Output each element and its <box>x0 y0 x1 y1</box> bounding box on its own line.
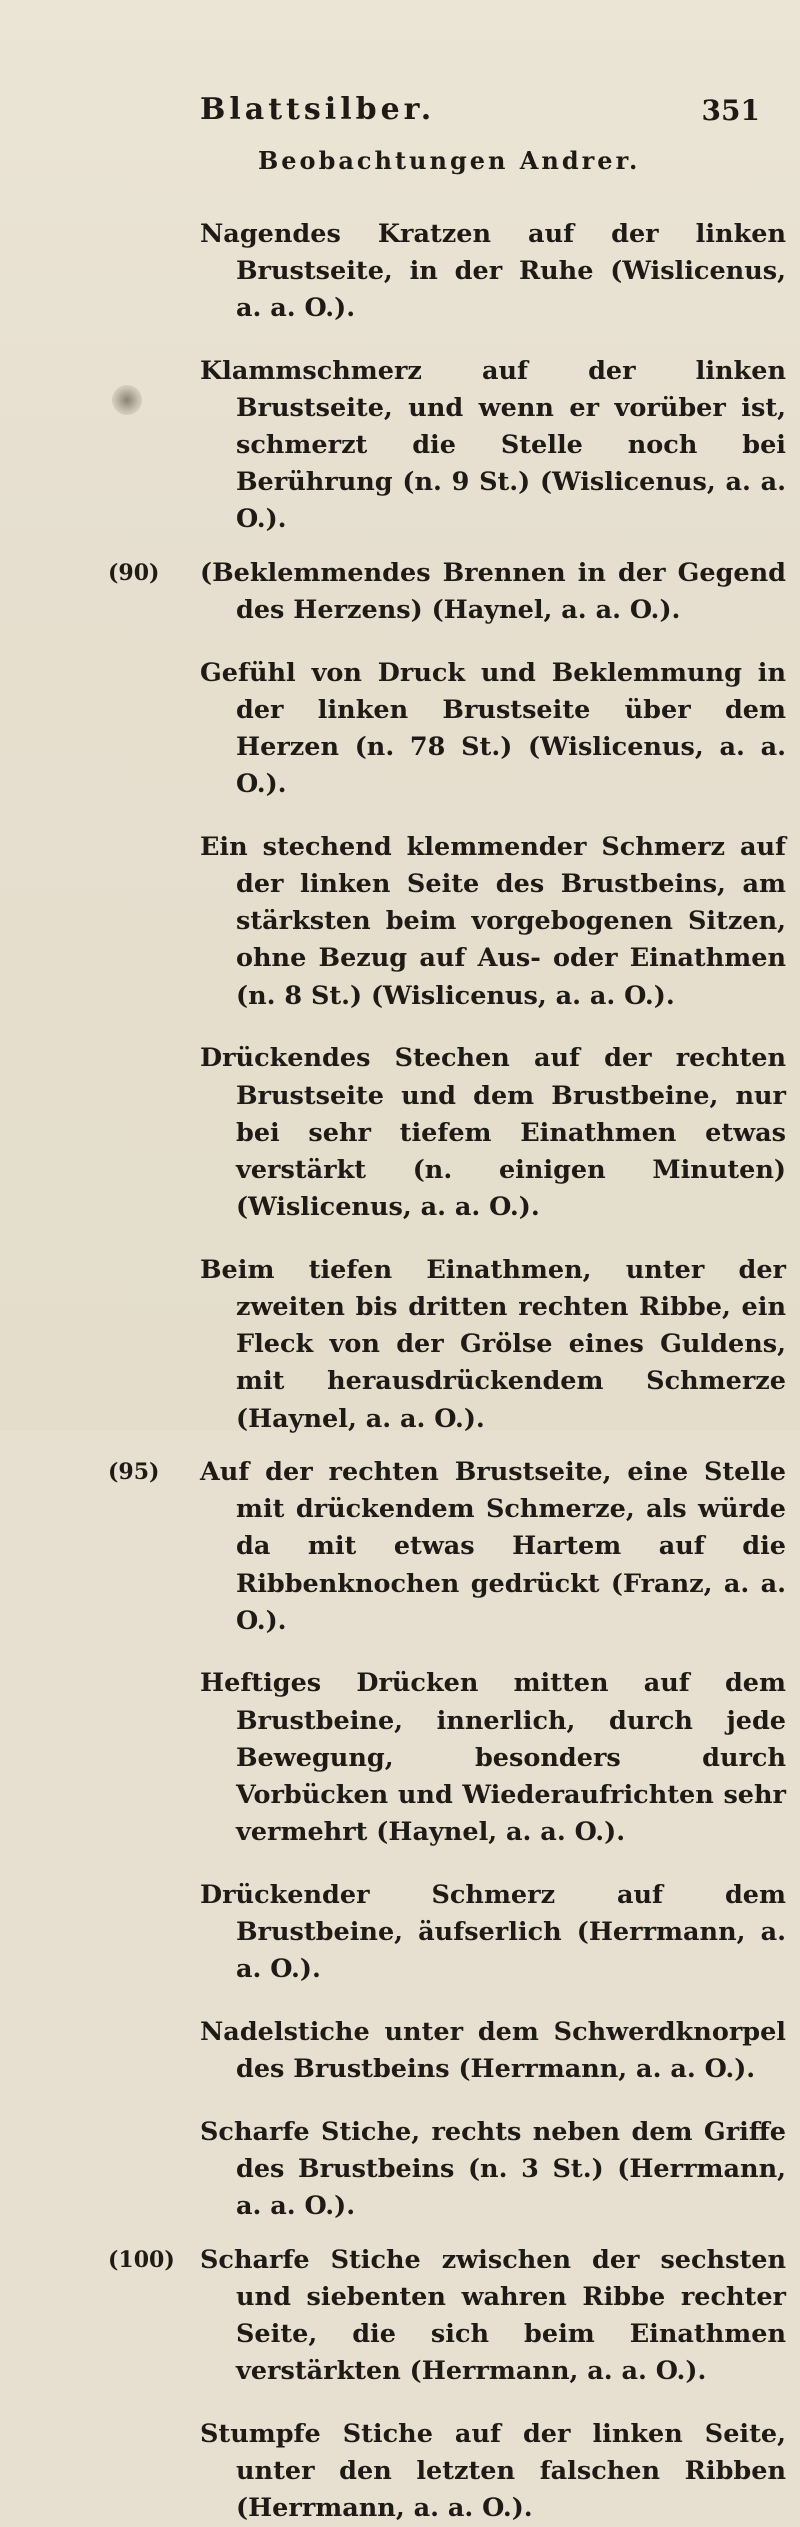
symptom-entry <box>108 1454 786 1640</box>
symptom-entry <box>200 1040 786 1226</box>
page-number: 351 <box>701 94 760 127</box>
symptom-entry <box>200 1665 786 1851</box>
entry-text: Stumpfe Stiche auf der linken Seite, unter den letzten falschen Ribben (Herrmann, a. a. O.). <box>200 2418 786 2524</box>
entry-text: Klammschmerz auf der linken Brustseite, und wenn er vorüber ist, schmerzt die Stelle noch bei Berührung (n. 9 St.) (Wislicenus, a. a. O.). <box>200 355 786 535</box>
symptom-entry <box>200 1252 786 1438</box>
symptom-entry <box>200 1877 786 1989</box>
entry-number: (90) <box>108 559 160 586</box>
entry-text: Scharfe Stiche zwischen der sechsten und siebenten wahren Ribbe rechter Seite, die sich beim Einathmen verstärkten (Herrmann, a. a. O.). <box>200 2244 786 2387</box>
symptom-entry <box>200 2014 786 2088</box>
symptom-list <box>0 190 800 2527</box>
page-header <box>200 92 760 136</box>
symptom-entry <box>200 655 786 804</box>
symptom-entry <box>200 2416 786 2527</box>
symptom-entry <box>200 353 786 539</box>
entry-text: Beim tiefen Einathmen, unter der zweiten bis dritten rechten Ribbe, ein Fleck von der Grölse eines Guldens, mit herausdrückendem Schmerze (Haynel, a. a. O.). <box>200 1254 786 1434</box>
entry-number: (100) <box>108 2246 175 2273</box>
entry-text: Nadelstiche unter dem Schwerdknorpel des Brustbeins (Herrmann, a. a. O.). <box>200 2017 786 2085</box>
entry-text: (Beklemmendes Brennen in der Gegend des Herzens) (Haynel, a. a. O.). <box>200 557 786 625</box>
entry-text: Drückender Schmerz auf dem Brustbeine, äufserlich (Herrmann, a. a. O.). <box>200 1879 786 1985</box>
entry-number: (95) <box>108 1458 160 1485</box>
symptom-entry <box>108 555 786 629</box>
entry-text: Scharfe Stiche, rechts neben dem Griffe des Brustbeins (n. 3 St.) (Herrmann, a. a. O.). <box>200 2116 786 2222</box>
running-title: Blattsilber. <box>200 92 436 127</box>
symptom-entry <box>200 829 786 1015</box>
entry-text: Drückendes Stechen auf der rechten Brustseite und dem Brustbeine, nur bei sehr tiefem Einathmen etwas verstärkt (n. einigen Minuten) (Wislicenus, a. a. O.). <box>200 1043 786 1223</box>
entry-text: Gefühl von Druck und Beklemmung in der linken Brustseite über dem Herzen (n. 78 St.) (Wislicenus, a. a. O.). <box>200 657 786 800</box>
entry-text: Auf der rechten Brustseite, eine Stelle mit drückendem Schmerze, als würde da mit etwas Hartem auf die Ribbenknochen gedrückt (Franz, a. a. O.). <box>200 1456 786 1636</box>
symptom-entry <box>108 2242 786 2391</box>
entry-text: Heftiges Drücken mitten auf dem Brustbeine, innerlich, durch jede Bewegung, besonders durch Vorbücken und Wiederaufrichten sehr vermehrt (Haynel, a. a. O.). <box>200 1668 786 1848</box>
entry-text: Ein stechend klemmender Schmerz auf der linken Seite des Brustbeins, am stärksten beim vorgebogenen Sitzen, ohne Bezug auf Aus- oder Einathmen (n. 8 St.) (Wislicenus, a. a. O.). <box>200 831 786 1011</box>
symptom-entry <box>200 216 786 328</box>
section-heading: Beobachtungen Andrer. <box>258 146 641 175</box>
symptom-entry <box>200 2114 786 2226</box>
entry-text: Nagendes Kratzen auf der linken Brustseite, in der Ruhe (Wislicenus, a. a. O.). <box>200 218 786 323</box>
